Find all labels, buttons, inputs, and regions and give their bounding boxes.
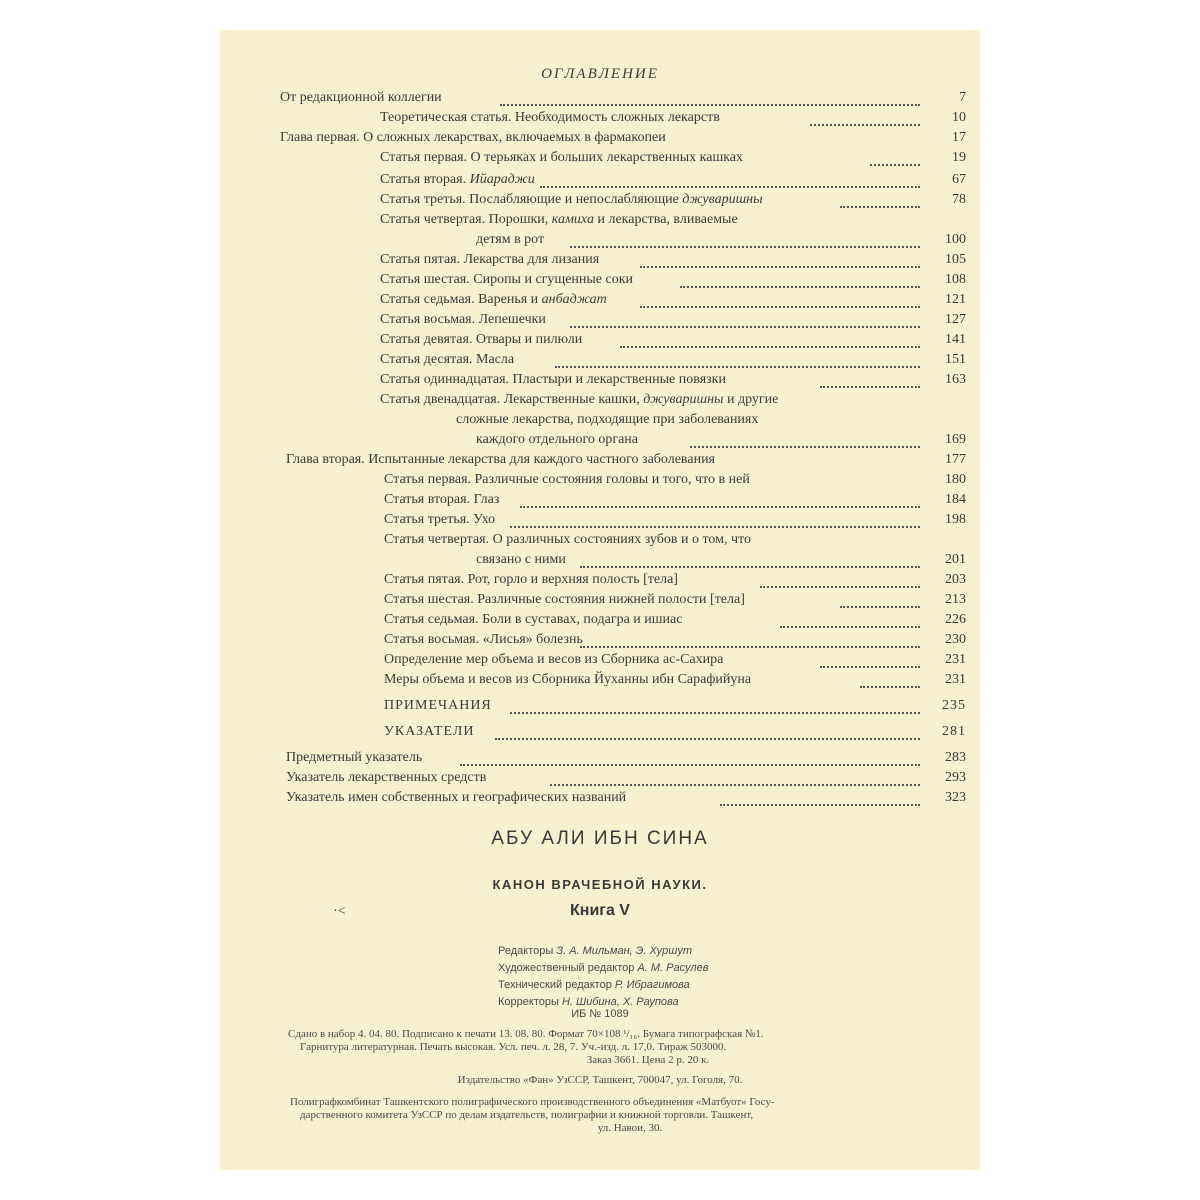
toc-entry [220, 292, 980, 312]
toc-page-number: 7 [959, 90, 966, 105]
toc-entry [220, 612, 980, 632]
toc-entry-text: Статья четвертая. Порошки, камиха и лекарства, вливаемые [380, 212, 742, 228]
toc-page-number: 226 [945, 612, 966, 627]
toc-entry [220, 672, 980, 692]
toc-entry [220, 232, 980, 252]
toc-entry [220, 652, 980, 672]
toc-page-number: 19 [952, 150, 966, 165]
editors-line: Редакторы З. А. Мильман, Э. Хуршут [498, 945, 692, 957]
toc-page-number: 121 [945, 292, 966, 307]
imprint-line: Заказ 3661. Цена 2 р. 20 к. [586, 1054, 710, 1066]
toc-page-number: 10 [952, 110, 966, 125]
credits-block [498, 943, 708, 1011]
toc-entry-text: Меры объема и весов из Сборника Йуханны ибн Сарафийуна [384, 672, 755, 688]
toc-page-number: 67 [952, 172, 966, 187]
ib-number: ИБ № 1089 [571, 1008, 629, 1020]
toc-entry [220, 512, 980, 532]
toc-entry [220, 790, 980, 810]
toc-entry-text: Статья восьмая. Лепешечки [380, 312, 550, 328]
toc-entry-text: Указатель лекарственных средств [286, 770, 490, 786]
toc-heading: ОГЛАВЛЕНИЕ [541, 66, 659, 82]
toc-entry-text: Предметный указатель [286, 750, 426, 766]
toc-page-number: 141 [945, 332, 966, 347]
toc-page-number: 163 [945, 372, 966, 387]
toc-page-number: 105 [945, 252, 966, 267]
toc-page-number: 231 [945, 652, 966, 667]
toc-entry [220, 412, 980, 432]
toc-entry [220, 750, 980, 770]
book-author: АБУ АЛИ ИБН СИНА [491, 828, 709, 849]
toc-entry [220, 130, 980, 150]
toc-page-number: 169 [945, 432, 966, 447]
toc-entry-text: Статья третья. Послабляющие и непослабляющие джуваришны [380, 192, 767, 208]
toc-entry-text: ПРИМЕЧАНИЯ [384, 698, 496, 714]
toc-page-number: 180 [945, 472, 966, 487]
toc-page-number: 108 [945, 272, 966, 287]
toc-entry-text: связано с ними [476, 552, 570, 568]
toc-entry [220, 332, 980, 352]
toc-page-number: 184 [945, 492, 966, 507]
toc-entry [220, 592, 980, 612]
toc-entry-text: Глава первая. О сложных лекарствах, включаемых в фармакопеи [280, 130, 670, 146]
toc-entry-text: Определение мер объема и весов из Сборника ас-Сахира [384, 652, 727, 668]
toc-page-number: 213 [945, 592, 966, 607]
toc-entry-text: Статья вторая. Ийараджи [380, 172, 539, 188]
toc-entry-text: Статья пятая. Рот, горло и верхняя полость [тела] [384, 572, 682, 588]
tech-editor-line: Технический редактор Р. Ибрагимова [498, 979, 690, 991]
toc-page-number: 281 [942, 724, 966, 739]
toc-entry [220, 532, 980, 552]
toc-entry-text: Статья вторая. Глаз [384, 492, 503, 508]
printer-line: Полиграфкомбинат Ташкентского полиграфического производственного объединения «Матбуот» Госу- [290, 1096, 775, 1108]
toc-entry [220, 90, 980, 110]
toc-entry-text: Статья девятая. Отвары и пилюли [380, 332, 586, 348]
toc-entry [220, 110, 980, 130]
toc-entry [220, 492, 980, 512]
toc-entry [220, 698, 980, 718]
toc-entry [220, 272, 980, 292]
toc-entry-text: Статья одиннадцатая. Пластыри и лекарственные повязки [380, 372, 730, 388]
toc-entry [220, 552, 980, 572]
toc-entry [220, 372, 980, 392]
toc-entry-text: От редакционной коллегии [280, 90, 446, 106]
toc-entry [220, 150, 980, 170]
book-title: КАНОН ВРАЧЕБНОЙ НАУКИ. [492, 877, 708, 892]
toc-entry-text: Статья двенадцатая. Лекарственные кашки, джуваришны и другие [380, 392, 782, 408]
imprint-block [288, 1028, 968, 1067]
toc-entry-text: Статья четвертая. О различных состояниях зубов и о том, что [384, 532, 755, 548]
toc-entry-text: сложные лекарства, подходящие при заболеваниях [456, 412, 762, 428]
toc-entry-text: Статья седьмая. Боли в суставах, подагра и ишиас [384, 612, 686, 628]
toc-entry-text: Глава вторая. Испытанные лекарства для каждого частного заболевания [286, 452, 719, 468]
toc-page-number: 323 [945, 790, 966, 805]
toc-entry [220, 724, 980, 744]
toc-entry [220, 212, 980, 232]
toc-entry [220, 252, 980, 272]
toc-page-number: 100 [945, 232, 966, 247]
book-part: Книга V [570, 902, 630, 919]
toc-entry-text: Статья первая. Различные состояния головы и того, что в ней [384, 472, 754, 488]
ink-mark-icon: ·< [333, 904, 346, 919]
toc-entry-text: Статья первая. О терьяках и больших лекарственных кашках [380, 150, 747, 166]
toc-entry-text: Теоретическая статья. Необходимость сложных лекарств [380, 110, 724, 126]
proofreaders-line: Корректоры Н. Шибина, Х. Раупова [498, 996, 679, 1008]
art-editor-line: Художественный редактор А. М. Расулев [498, 962, 709, 974]
toc-entry-text: детям в рот [476, 232, 548, 248]
toc-page-number: 78 [952, 192, 966, 207]
toc-page-number: 230 [945, 632, 966, 647]
toc-entry [220, 472, 980, 492]
toc-entry-text: Указатель имен собственных и географических названий [286, 790, 630, 806]
imprint-line: Сдано в набор 4. 04. 80. Подписано к печати 13. 08. 80. Формат 70×108 ¹/₁₆. Бумага типографская №1. [288, 1028, 764, 1040]
toc-entry [220, 770, 980, 790]
toc-entry-text: Статья шестая. Различные состояния нижней полости [тела] [384, 592, 749, 608]
printer-block [290, 1096, 970, 1135]
toc-page-number: 231 [945, 672, 966, 687]
toc-entry [220, 632, 980, 652]
printer-line: ул. Навои, 30. [597, 1122, 663, 1134]
toc-page-number: 203 [945, 572, 966, 587]
toc-entry-text: каждого отдельного органа [476, 432, 642, 448]
toc-entry [220, 432, 980, 452]
toc-entry [220, 452, 980, 472]
imprint-line: Гарнитура литературная. Печать высокая. Усл. печ. л. 28, 7. Уч.-изд. л. 17,0. Тираж 503000. [300, 1041, 727, 1053]
toc-page-number: 235 [942, 698, 966, 713]
toc-entry [220, 192, 980, 212]
toc-entry-text: Статья десятая. Масла [380, 352, 518, 368]
toc-entry-text: Статья седьмая. Варенья и анбаджат [380, 292, 611, 308]
toc-page-number: 151 [945, 352, 966, 367]
toc-entry-text: Статья восьмая. «Лисья» болезнь [384, 632, 587, 648]
toc-entry-text: УКАЗАТЕЛИ [384, 724, 478, 740]
printer-line: дарственного комитета УзССР по делам издательств, полиграфии и книжной торговли. Ташкент, [300, 1109, 754, 1121]
toc-entry [220, 312, 980, 332]
toc-entry-text: Статья третья. Ухо [384, 512, 499, 528]
toc-entry [220, 352, 980, 372]
toc-page-number: 17 [952, 130, 966, 145]
toc-page-number: 127 [945, 312, 966, 327]
book-page [220, 30, 980, 1170]
toc-page-number: 198 [945, 512, 966, 527]
toc-entry-text: Статья шестая. Сиропы и сгущенные соки [380, 272, 637, 288]
toc-page-number: 283 [945, 750, 966, 765]
publisher-line: Издательство «Фан» УзССР, Ташкент, 700047, ул. Гоголя, 70. [457, 1074, 743, 1086]
toc-entry [220, 172, 980, 192]
toc-entry [220, 392, 980, 412]
toc-entry-text: Статья пятая. Лекарства для лизания [380, 252, 603, 268]
toc-page-number: 201 [945, 552, 966, 567]
toc-page-number: 177 [945, 452, 966, 467]
toc-entry [220, 572, 980, 592]
toc-page-number: 293 [945, 770, 966, 785]
